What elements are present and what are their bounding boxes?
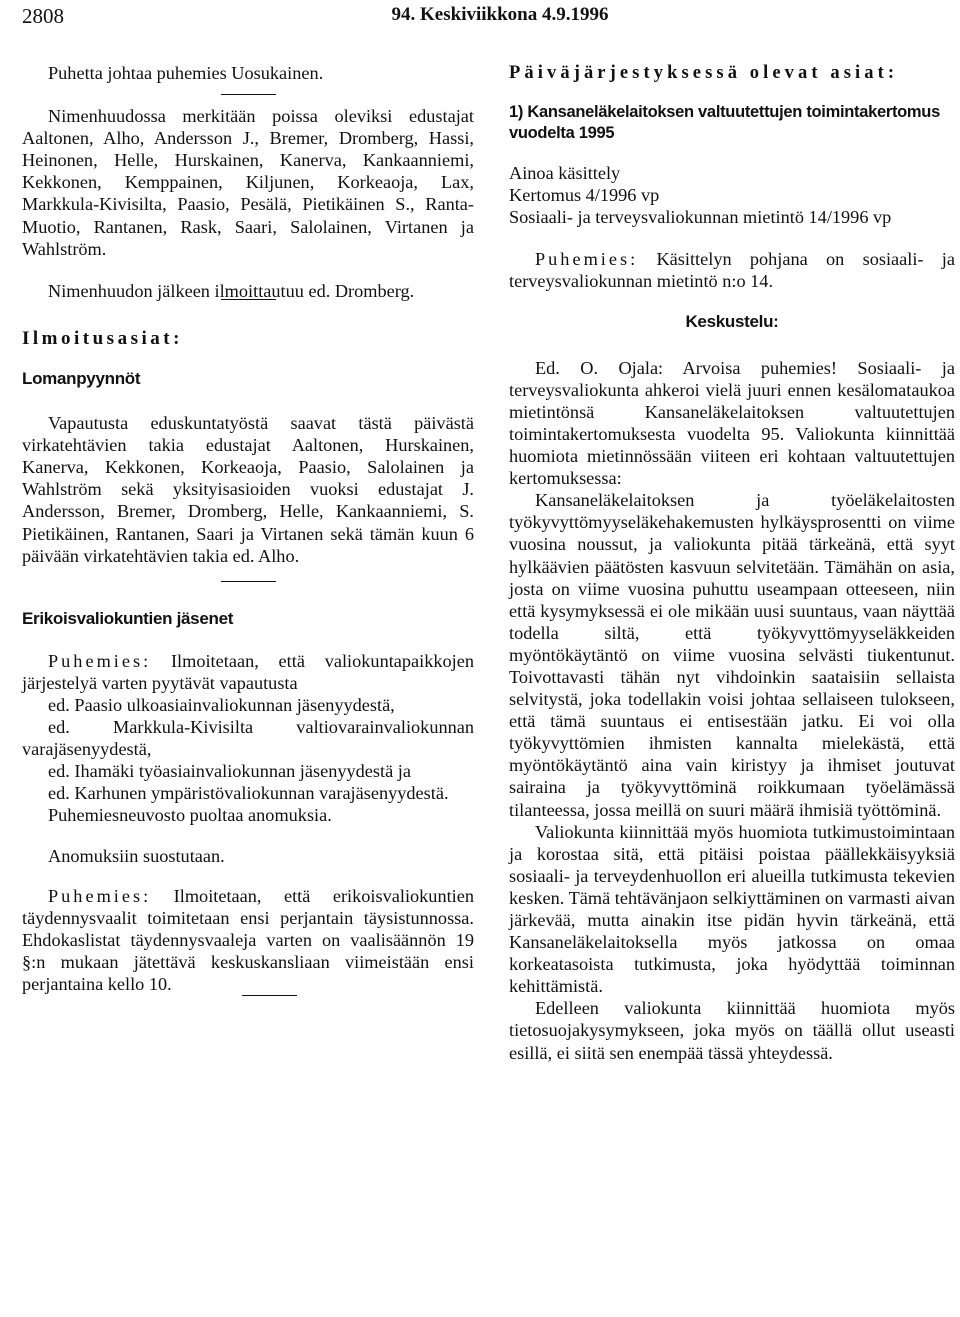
divider	[221, 94, 276, 95]
speaker-label: Puhemies:	[48, 650, 152, 671]
speaker-statement	[22, 885, 474, 995]
speech-speaker: Ed. O. Ojala:	[535, 357, 664, 378]
report-line: Kertomus 4/1996 vp	[509, 185, 660, 206]
council-line: Puhemiesneuvosto puoltaa anomuksia.	[48, 805, 332, 826]
handling-line: Ainoa käsittely	[509, 163, 621, 184]
issue-date: 94. Keskiviikkona 4.9.1996	[391, 4, 609, 25]
agenda-heading: Päiväjärjestyksessä olevat asiat:	[509, 63, 899, 83]
rollcall-paragraph: Nimenhuudossa merkitään poissa oleviksi edustajat Aaltonen, Alho, Andersson J., Bremer, Dromberg, Hassi, Heinonen, Helle, Hurskainen, Kanerva, Kankaanniemi, Kekkonen, Kemppainen, Kiljunen, Korkeaoja, Lax, Markkula-Kivisilta, Paasio, Pesälä, Pietikäinen S., Ranta-Muotio, Rantanen, Rask, Saari, Salolainen, Virtanen ja Wahlström.	[22, 106, 474, 259]
announcements-heading: Ilmoitusasiat:	[22, 327, 183, 349]
granted-line: Anomuksiin suostutaan.	[48, 845, 225, 866]
speech-paragraph: Edelleen valiokunta kiinnittää huomiota myös tietosuojakysymykseen, joka myös on täällä ollut useasti esillä, ei siitä sen enempää tässä yhteydessä.	[509, 998, 955, 1063]
speaker-label: Puhemies:	[535, 249, 639, 270]
left-column	[22, 62, 474, 996]
request-item: ed. Karhunen ympäristövaliokunnan varajäsenyydestä.	[48, 783, 449, 804]
chair-line: Puhetta johtaa puhemies Uosukainen.	[48, 63, 324, 83]
leave-heading: Lomanpyynnöt	[22, 368, 141, 388]
speech-paragraph: Kansaneläkelaitoksen ja työeläkelaitosten työkyvyttömyyseläkehakemusten hylkäysprosentti on viime vuosina noussut, ja valiokunta pitää tärkeänä, että syyt hylkäävien päätösten kasvuun selvitetään. Tämähän on asia, josta on viime vuosina puhuttu useampaan otteeseen, niin että kysymyksessä ei ole mikään uusi suuntaus, vaan näyttää todella siltä, että työkyvyttömyyseläkkeiden myöntökäytäntö on viime vuosina selvästi tiukentunut. Toivottavasti tähän nyt vihdoinkin saataisiin sellaista selvitystä, joka todellakin voisi johtaa sellaiseen tulokseen, että tämä suuntaus ei entisestään jatku. Ei voi olla työkyvyttömien ihmisten kannalta mielekästä, että myöntökäytäntö aina vain kiristyy ja ihmiset joutuvat sairaina ja työkyvyttöminä roikkumaan työelämässä tilanteessa, jossa meillä on suuri määrä ihmisiä työttöminä.	[509, 490, 955, 820]
speaker-statement	[509, 248, 955, 292]
right-column	[509, 62, 955, 1064]
divider	[221, 581, 276, 582]
discussion-heading: Keskustelu:	[685, 311, 779, 331]
request-item: ed. Paasio ulkoasiainvaliokunnan jäsenyydestä,	[48, 694, 395, 715]
speaker-statement	[22, 650, 474, 694]
request-item: ed. Markkula-Kivisilta valtiovarainvaliokunnan varajäsenyydestä,	[22, 717, 474, 760]
speaker-text: Ilmoitetaan, että erikoisvaliokuntien täydennysvaalit toimitetaan ensi perjantain täysistunnossa. Ehdokaslistat täydennysvaaleja varten on vaalisäännön 19 §:n mukaan jätettävä keskuskansliaan viimeistään ensi perjantaina kello 10.	[22, 885, 474, 994]
speech-paragraph: Valiokunta kiinnittää myös huomiota tutkimustoimintaan ja korostaa sitä, että pitäisi poistaa päällekkäisyyksiä sosiaali- ja terveydenhuollon eri alueilla tutkimusta tekevien kesken. Tämä tehtävänjaon selkiyttäminen on varmasti aivan järkevää, mutta ainakin itse pidän hyvin tärkeänä, että Kansaneläkelaitoksella myös jatkossa on omaa korkeatasoista tutkimusta, joka hyödyttää toiminnan kehittämistä.	[509, 821, 955, 997]
divider	[242, 995, 297, 996]
agenda-item-title: 1) Kansaneläkelaitoksen valtuutettujen toimintakertomus vuodelta 1995	[509, 103, 940, 143]
speech-paragraph	[509, 357, 955, 490]
speaker-text: Käsittelyn pohjana on sosiaali- ja terveysvaliokunnan mietintö n:o 14.	[509, 249, 955, 292]
after-rollcall-paragraph: Nimenhuudon jälkeen ilmoittautuu ed. Dromberg.	[48, 280, 415, 301]
speech-text: Arvoisa puhemies! Sosiaali- ja terveysvaliokunta ahkeroi vielä juuri ennen kesälomataukoa mietintönsä Kansaneläkelaitoksen valtuutettujen toimintakertomuksesta vuodelta 95. Valiokunta kiinnittää huomiota mietinnössään viiteen eri kohtaan valtuutettujen kertomuksessa:	[509, 357, 955, 489]
speaker-text: Ilmoitetaan, että valiokuntapaikkojen järjestelyä varten pyytävät vapautusta	[22, 650, 474, 693]
page-header	[22, 4, 938, 30]
leave-paragraph: Vapautusta eduskuntatyöstä saavat tästä päivästä virkatehtävien takia edustajat Aaltonen, Hurskainen, Kanerva, Kekkonen, Korkeaoja, Paasio, Salolainen ja Wahlström sekä yksityisasioiden vuoksi edustajat J. Andersson, Bremer, Dromberg, Helle, Kankaanniemi, S. Pietikäinen, Rantanen, Saari ja Virtanen sekä tämän kuun 6 päivään virkatehtävien takia ed. Alho.	[22, 413, 474, 566]
committee-heading: Erikoisvaliokuntien jäsenet	[22, 608, 234, 628]
page-number: 2808	[22, 4, 64, 28]
committee-report-line: Sosiaali- ja terveysvaliokunnan mietintö 14/1996 vp	[509, 207, 892, 228]
request-item: ed. Ihamäki työasiainvaliokunnan jäsenyydestä ja	[48, 761, 411, 782]
speaker-label: Puhemies:	[48, 885, 152, 906]
